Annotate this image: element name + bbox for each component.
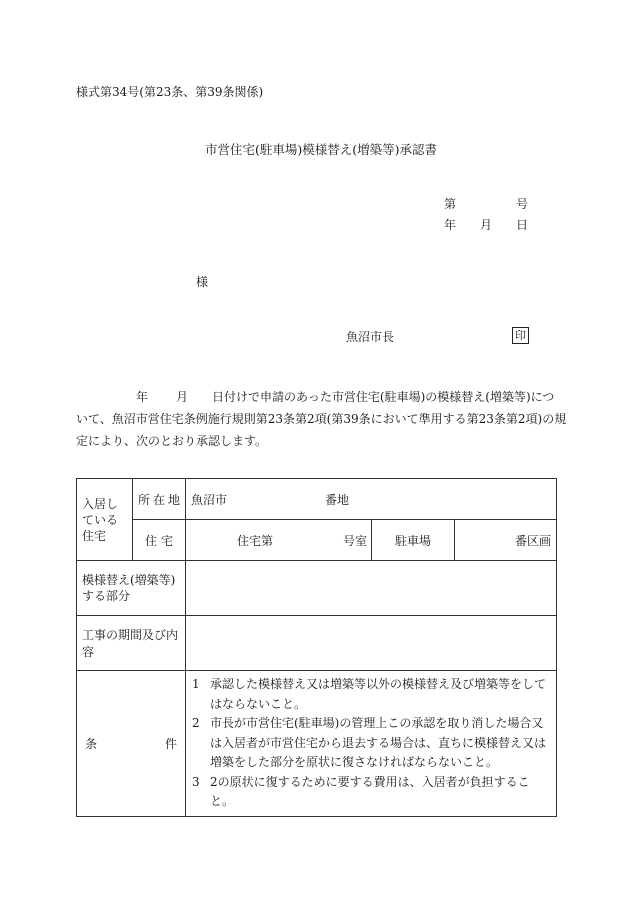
location-city: 魚沼市 — [191, 492, 228, 507]
location-suffix: 番地 — [325, 492, 350, 507]
body-line-1 — [76, 386, 556, 408]
document-title: 市営住宅(駐車場)模様替え(増築等)承認書 — [205, 142, 438, 157]
approval-details-table — [76, 478, 557, 817]
date-year: 年 — [444, 218, 457, 232]
location-label: 所在地 — [133, 479, 186, 520]
parking-suffix: 番区画 — [514, 533, 551, 548]
conditions-value — [186, 671, 557, 817]
work-period-value — [186, 616, 557, 671]
date-day: 日 — [516, 218, 529, 232]
seal-mark: 印 — [512, 327, 529, 344]
body-month: 月 — [176, 390, 189, 404]
condition-item — [192, 773, 550, 812]
number-prefix: 第 — [444, 197, 457, 211]
house-number-field — [186, 520, 372, 561]
location-value — [186, 479, 557, 520]
condition-text: 承認した模様替え又は増築等以外の模様替え及び増築等をしてはならないこと。 — [210, 677, 547, 711]
approval-body-text — [76, 386, 567, 452]
issuer-name: 魚沼市長 — [346, 330, 395, 344]
house-prefix: 住宅第 — [236, 533, 273, 548]
document-number-line — [444, 198, 528, 210]
date-month: 月 — [480, 218, 493, 232]
condition-item — [192, 675, 550, 714]
house-suffix: 号室 — [342, 533, 367, 548]
resident-house-label: 入居している住宅 — [77, 479, 133, 561]
alteration-part-row — [77, 561, 557, 616]
condition-number: 2 — [192, 716, 200, 730]
condition-text: 市長が市営住宅(駐車場)の管理上この承認を取り消した場合又は入居者が市営住宅から退去する場合は、直ちに模様替え又は増築をした部分を原状に復さなければならないこと。 — [210, 716, 547, 769]
location-row — [77, 479, 557, 520]
alteration-part-value — [186, 561, 557, 616]
alteration-part-label: 模様替え(増築等)する部分 — [77, 561, 186, 616]
work-period-label: 工事の期間及び内容 — [77, 616, 186, 671]
conditions-row — [77, 671, 557, 817]
body-line-1-rest: 日付けで申請のあった市営住宅(駐車場)の模様替え(増築等)につ — [212, 390, 555, 404]
condition-text: 2の原状に復するために要する費用は、入居者が負担すること。 — [210, 774, 530, 808]
conditions-list — [192, 675, 550, 812]
form-number: 様式第34号(第23条、第39条関係) — [76, 85, 264, 99]
condition-item — [192, 714, 550, 773]
number-suffix: 号 — [516, 197, 529, 211]
condition-number: 1 — [192, 677, 200, 691]
body-line-3: 定により、次のとおり承認します。 — [76, 434, 268, 448]
parking-label: 駐車場 — [372, 520, 455, 561]
work-period-row — [77, 616, 557, 671]
house-row — [77, 520, 557, 561]
body-line-2: いて、魚沼市営住宅条例施行規則第23条第2項(第39条において準用する第23条第2項)の規 — [76, 412, 567, 426]
conditions-label: 条件 — [77, 671, 186, 817]
body-year: 年 — [136, 390, 149, 404]
house-label: 住宅 — [133, 520, 186, 561]
issue-date-line — [444, 219, 528, 231]
addressee: 様 — [196, 275, 209, 289]
parking-number-field — [455, 520, 557, 561]
condition-number: 3 — [192, 774, 200, 789]
